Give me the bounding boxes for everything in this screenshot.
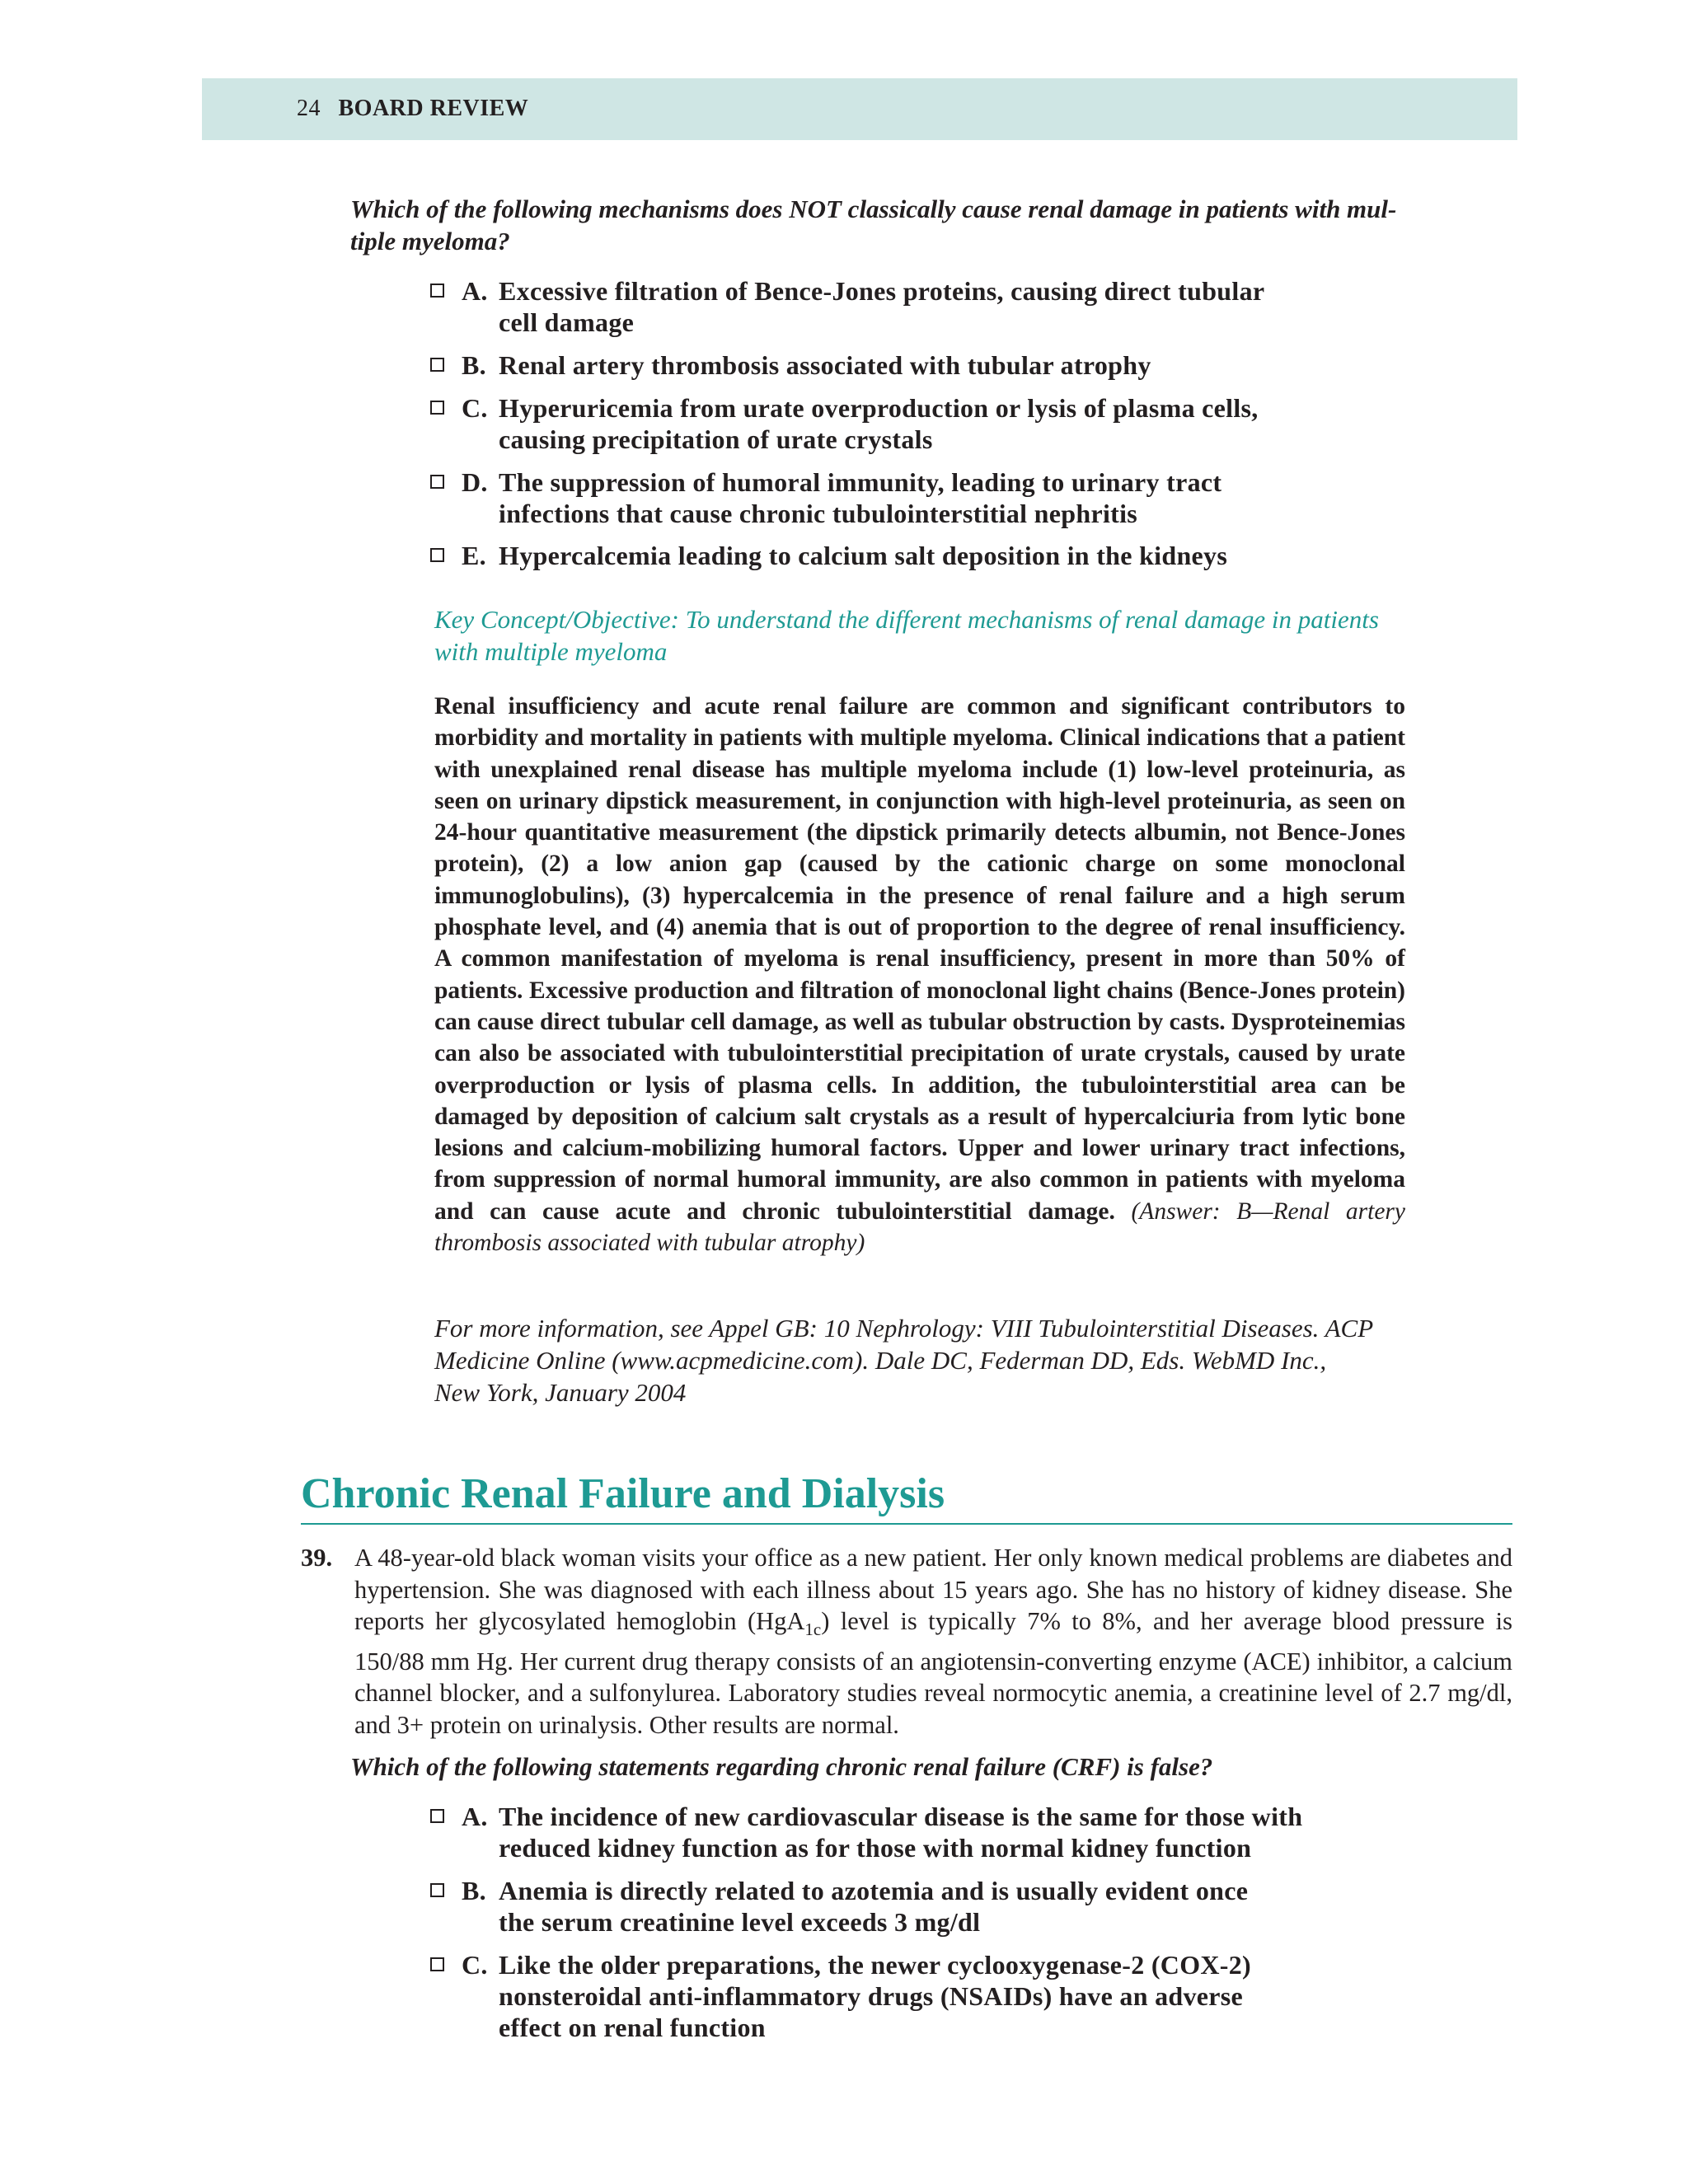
option-text: The suppression of humoral immunity, leading to urinary tract xyxy=(499,467,1222,497)
q39-option-b[interactable] xyxy=(429,1875,1471,1938)
q39-stem xyxy=(354,1542,1512,1741)
option-text: effect on renal function xyxy=(499,2013,766,2042)
checkbox-icon[interactable] xyxy=(430,284,444,298)
option-text: Hyperuricemia from urate overproduction or lysis of plasma cells, xyxy=(499,393,1259,423)
option-text: nonsteroidal anti-inflammatory drugs (NSAIDs) have an adverse xyxy=(499,1981,1244,2011)
option-letter: B. xyxy=(462,1876,486,1905)
option-text: the serum creatinine level exceeds 3 mg/dl xyxy=(499,1907,981,1937)
running-header xyxy=(202,78,1517,140)
q39-stem-text: ) level is typically 7% to 8%, and her average blood pressure is 150/88 mm Hg. Her current drug therapy consists of an angiotensin-converting enzyme (ACE) inhibitor, a calcium channel blocker, and a sulfonylurea. Laboratory studies reveal normocytic anemia, a creatinine level of 2.7 mg/dl, and 3+ protein on urinalysis. Other results are normal. xyxy=(354,1607,1512,1739)
q38-option-e[interactable] xyxy=(429,540,1471,571)
key-concept-line: with multiple myeloma xyxy=(434,637,668,666)
option-text: Like the older preparations, the newer cyclooxygenase-2 (COX-2) xyxy=(499,1950,1252,1980)
more-info xyxy=(434,1312,1423,1408)
q38-option-c[interactable] xyxy=(429,392,1471,455)
q38-option-d[interactable] xyxy=(429,466,1471,529)
explanation-text: Renal insufficiency and acute renal failure are common and significant contributors to morbidity and mortality in patients with multiple myeloma. Clinical indications that a patient with unexplained renal disease has multiple myeloma include (1) low-level proteinuria, as seen on urinary dipstick measurement, in conjunction with high-level proteinuria, as seen on 24-hour quantitative measurement (the dipstick primarily detects albumin, not Bence-Jones protein), (2) a low anion gap (caused by the cationic charge on some monoclonal immunoglobulins), (3) hypercalcemia in the presence of renal failure and a high serum phosphate level, and (4) anemia that is out of proportion to the degree of renal insufficiency. A common manifestation of myeloma is renal insufficiency, present in more than 50% of patients. Excessive production and filtration of monoclonal light chains (Bence-Jones protein) can cause direct tubular cell damage, as well as tubular obstruction by casts. Dysproteinemias can also be associated with tubulointerstitial precipitation of urate crystals, caused by urate overproduction or lysis of plasma cells. In addition, the tubulointerstitial area can be damaged by deposition of calcium salt crystals as a result of hypercalciuria from lytic bone lesions and calcium-mobilizing humoral factors. Upper and lower urinary tract infections, from suppression of normal humoral immunity, are also common in patients with myeloma and can cause acute and chronic tubulointerstitial damage. xyxy=(434,693,1405,1225)
option-text: causing precipitation of urate crystals xyxy=(499,424,933,454)
key-concept xyxy=(434,603,1423,668)
checkbox-icon[interactable] xyxy=(430,548,444,562)
header-text xyxy=(297,95,528,123)
option-letter: C. xyxy=(462,393,488,423)
checkbox-icon[interactable] xyxy=(430,1883,444,1897)
q39-prompt: Which of the following statements regarding chronic renal failure (CRF) is false? xyxy=(350,1752,1213,1781)
checkbox-icon[interactable] xyxy=(430,1957,444,1971)
section-title: Chronic Renal Failure and Dialysis xyxy=(301,1469,1512,1525)
checkbox-icon[interactable] xyxy=(430,401,444,415)
option-letter: B. xyxy=(462,350,486,380)
checkbox-icon[interactable] xyxy=(430,1809,444,1823)
option-text: Hypercalcemia leading to calcium salt deposition in the kidneys xyxy=(499,541,1228,570)
q38-prompt xyxy=(350,193,1504,257)
q39-option-c[interactable] xyxy=(429,1949,1471,2043)
q38-option-a[interactable] xyxy=(429,275,1471,338)
q38-prompt-line: tiple myeloma? xyxy=(350,227,510,255)
option-text: Anemia is directly related to azotemia and is usually evident once xyxy=(499,1876,1249,1905)
option-letter: E. xyxy=(462,541,486,570)
q39-option-a[interactable] xyxy=(429,1801,1471,1863)
answer-text: (Answer: B—Renal artery thrombosis associated with tubular atrophy) xyxy=(434,1197,1405,1257)
more-info-line: For more information, see Appel GB: 10 Nephrology: VIII Tubulointerstitial Diseases. ACP xyxy=(434,1314,1374,1343)
checkbox-icon[interactable] xyxy=(430,358,444,372)
option-text: reduced kidney function as for those with normal kidney function xyxy=(499,1833,1252,1863)
option-text: The incidence of new cardiovascular disease is the same for those with xyxy=(499,1802,1303,1831)
page-number: 24 xyxy=(297,96,321,121)
more-info-line: New York, January 2004 xyxy=(434,1378,687,1407)
option-letter: A. xyxy=(462,1802,488,1831)
option-text: infections that cause chronic tubulointerstitial nephritis xyxy=(499,499,1138,528)
option-text: Renal artery thrombosis associated with tubular atrophy xyxy=(499,350,1151,380)
checkbox-icon[interactable] xyxy=(430,475,444,489)
q39-stem-subscript: 1c xyxy=(804,1619,822,1640)
more-info-line: Medicine Online (www.acpmedicine.com). Dale DC, Federman DD, Eds. WebMD Inc., xyxy=(434,1346,1327,1375)
header-title: BOARD REVIEW xyxy=(338,96,529,121)
option-letter: A. xyxy=(462,276,488,306)
question-number: 39. xyxy=(301,1544,333,1572)
option-letter: C. xyxy=(462,1950,488,1980)
explanation xyxy=(434,691,1405,1258)
option-text: cell damage xyxy=(499,307,635,337)
option-letter: D. xyxy=(462,467,488,497)
key-concept-line: Key Concept/Objective: To understand the different mechanisms of renal damage in patients xyxy=(434,605,1379,634)
q38-option-b[interactable] xyxy=(429,349,1471,381)
option-text: Excessive filtration of Bence-Jones proteins, causing direct tubular xyxy=(499,276,1265,306)
q38-prompt-line: Which of the following mechanisms does NOT classically cause renal damage in patients with mul- xyxy=(350,194,1397,223)
q39-stem-text: A 48-year-old black woman visits your office as a new patient. Her only known medical problems are diabetes and hypertension. She was diagnosed with each illness about 15 years ago. She has no history of kidney disease. She reports her glycosylated hemoglobin (HgA xyxy=(354,1544,1512,1635)
